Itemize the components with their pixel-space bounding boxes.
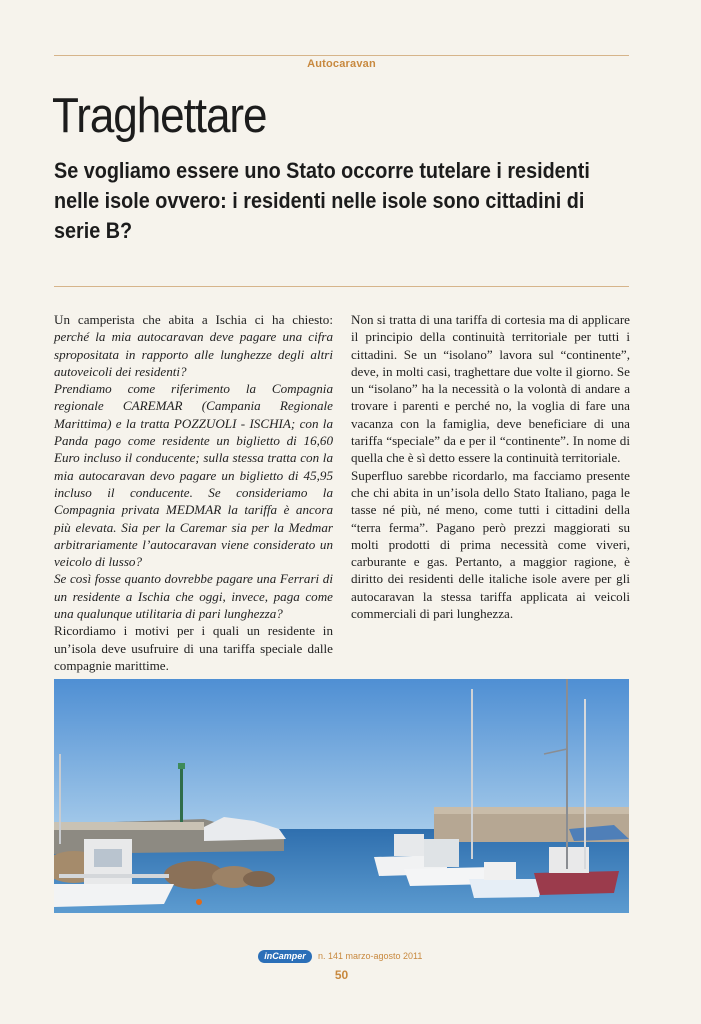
magazine-logo: inCamper	[258, 950, 312, 963]
paragraph-closing: Ricordiamo i motivi per i quali un residente in un’isola deve usufruire di una tariffa speciale dalle compagnie marittime.	[54, 623, 333, 673]
issue-info: n. 141 marzo-agosto 2011	[318, 951, 423, 961]
question-text: perché la mia autocaravan deve pagare una cifra spropositata in rapporto alle lunghezze degli altri autoveicoli dei residenti?	[54, 329, 333, 379]
intro-text: Un camperista che abita a Ischia ci ha chiesto:	[54, 312, 333, 327]
paragraph-body: Non si tratta di una tariffa di cortesia ma di applicare il principio della continuità territoriale per tutti i cittadini. Se un “isolano” lavora sul “continente”, deve, in molti casi, traghettare due volte il giorno. Se un “isolano” ha la necessità o la volontà di andare a trovare i parenti e perché no, la voglia di fare una vacanza con la famiglia, deve beneficiare di una tariffa “speciale” da e per il “continente”. In nome di quella che è sì detto essere la continuità territoriale.	[351, 312, 630, 466]
section-label: Autocaravan	[307, 58, 376, 70]
question-text: Prendiamo come riferimento la Compagnia regionale CAREMAR (Campania Regionale Marittima) e la tratta POZZUOLI - ISCHIA; con la Panda pago come residente un biglietto di 16,60 Euro incluso il conducente; sulla stessa tratta con la mia autocaravan devo pagare un biglietto di 45,95 incluso il conducente. Se consideriamo la Compagnia privata MEDMAR la tariffa è ancora più elevata. Sia per la Caremar sia per la Medmar arbitrariamente l’autocaravan viene considerato un veicolo di lusso?	[54, 381, 333, 570]
subtitle-rule	[54, 286, 629, 287]
article-subtitle: Se vogliamo essere uno Stato occorre tutelare i residenti nelle isole ovvero: i residenti nelle isole sono cittadini di serie B?	[54, 158, 590, 243]
question-text: Se così fosse quanto dovrebbe pagare una Ferrari di un residente a Ischia che oggi, invece, paga come una qualunque utilitaria di pari lunghezza?	[54, 571, 333, 622]
paragraph-question	[54, 380, 333, 570]
page-number: 50	[334, 968, 349, 982]
harbor-photo	[54, 679, 629, 913]
paragraph-question	[54, 570, 333, 622]
article-column-right	[351, 311, 630, 622]
paragraph-intro	[54, 311, 333, 380]
top-rule	[54, 55, 629, 56]
article-title: Traghettare	[52, 89, 267, 143]
harbor-illustration	[54, 679, 629, 913]
article-column-left	[54, 311, 333, 674]
paragraph-body: Superfluo sarebbe ricordarlo, ma facciamo presente che chi abita in un’isola dello Stato Italiano, paga le tasse né più, né meno, come tutti i cittadini della “terra ferma”. Pagano però prezzi maggiorati su molti prodotti di prima necessità come viveri, carburante e gas. Pertanto, a maggior ragione, è diritto dei residenti delle italiche isole avere per gli autocaravan la stessa tariffa applicata ai veicoli commerciali di pari lunghezza.	[351, 467, 630, 622]
